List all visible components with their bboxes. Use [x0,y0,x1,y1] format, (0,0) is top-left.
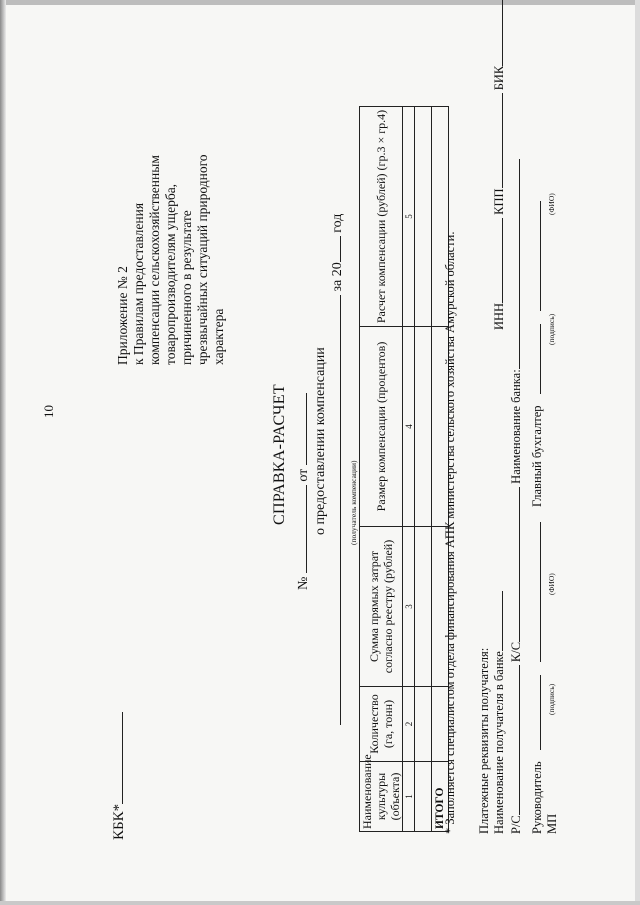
inn-blank [502,218,503,303]
accountant-name-blank [540,201,541,311]
scan-edge-top [0,0,640,5]
recipient-bank-line [492,0,507,834]
bik-blank [502,0,503,66]
recipient-line [330,214,346,725]
col-number-3: 3 [403,527,415,687]
signatures-line [530,201,545,834]
scan-edge-bottom [0,901,640,905]
table-row [415,107,432,832]
footnote: * Заполняется специалистом отдела финансирования АПК министерства сельского хозяйства Амурской области. [443,231,457,834]
payment-requisites-heading: Платежные реквизиты получателя: [477,647,491,834]
ks-blank [519,487,520,642]
bank-name-blank [502,591,503,651]
ks-label: К/С [509,641,523,663]
rotated-document [25,65,559,870]
col-number-2: 2 [403,687,415,762]
accountant-name-caption: (ФИО) [547,193,556,215]
bank-name-label: Наименование получателя в банке [492,651,506,834]
page-number: 10 [41,405,56,418]
head-name-blank [540,522,541,662]
compensation-table [359,106,449,832]
appendix-line-4: товаропроизводителям ущерба, [163,183,178,365]
head-signature-blank [540,675,541,750]
appendix-title: Приложение № 2 [115,266,130,365]
rs-label: Р/С [509,815,523,834]
kpp-blank [502,93,503,188]
header-col-4: Размер компенсации (процентов) [360,327,403,527]
table-header-row [360,107,403,832]
inn-label: ИНН [492,302,506,331]
number-blank [306,485,307,573]
number-date-line [296,393,312,590]
total-label: ИТОГО [432,762,449,832]
head-signature-caption: (подпись) [547,683,556,715]
kbk-label: КБК* [111,803,127,840]
kpp-label: КПП [492,188,506,215]
scan-edge-left [0,0,6,905]
document-subtitle: о предоставлении компенсации [313,347,328,535]
appendix-line-7: характера [211,308,226,365]
header-col-5: Расчет компенсации (рублей) (гр.3 × гр.4) [360,107,403,327]
head-label: Руководитель [530,761,544,834]
col-number-4: 4 [403,327,415,527]
document-title: СПРАВКА-РАСЧЕТ [271,384,288,525]
year-prefix: за 20 [330,262,345,292]
bik-label: БИК [492,65,506,91]
kbk-field [111,712,128,840]
col-number-5: 5 [403,107,415,327]
year-suffix: год [330,213,345,233]
rs-blank [519,665,520,815]
accounts-line [509,159,524,834]
appendix-line-2: к Правилам предоставления [131,202,146,365]
accountant-signature-caption: (подпись) [547,313,556,345]
appendix-line-3: компенсации сельскохозяйственным [147,155,162,365]
appendix-block [115,65,227,365]
year-blank [340,236,341,262]
appendix-line-5: причиненного в результате [179,210,194,365]
bank-blank [519,159,520,369]
from-label: от [296,468,311,482]
kbk-blank [122,712,123,804]
accountant-signature-blank [540,324,541,394]
head-name-caption: (ФИО) [547,573,556,595]
appendix-line-6: чрезвычайных ситуаций природного [195,154,210,365]
header-col-1: Наименование культуры (объекта) [360,762,403,832]
header-col-3: Сумма прямых затрат согласно реестру (рублей) [360,527,403,687]
recipient-caption: (получатель компенсации) [349,460,358,545]
accountant-label: Главный бухгалтер [530,405,544,508]
date-blank [306,393,307,465]
scan-edge-right [635,0,640,905]
table-number-row [403,107,415,832]
recipient-blank [340,295,341,725]
stamp-label: МП [545,813,559,834]
bank-label: Наименование банка: [509,369,523,484]
number-label: № [296,576,311,590]
header-col-2: Количество (га, тонн) [360,687,403,762]
col-number-1: 1 [403,762,415,832]
